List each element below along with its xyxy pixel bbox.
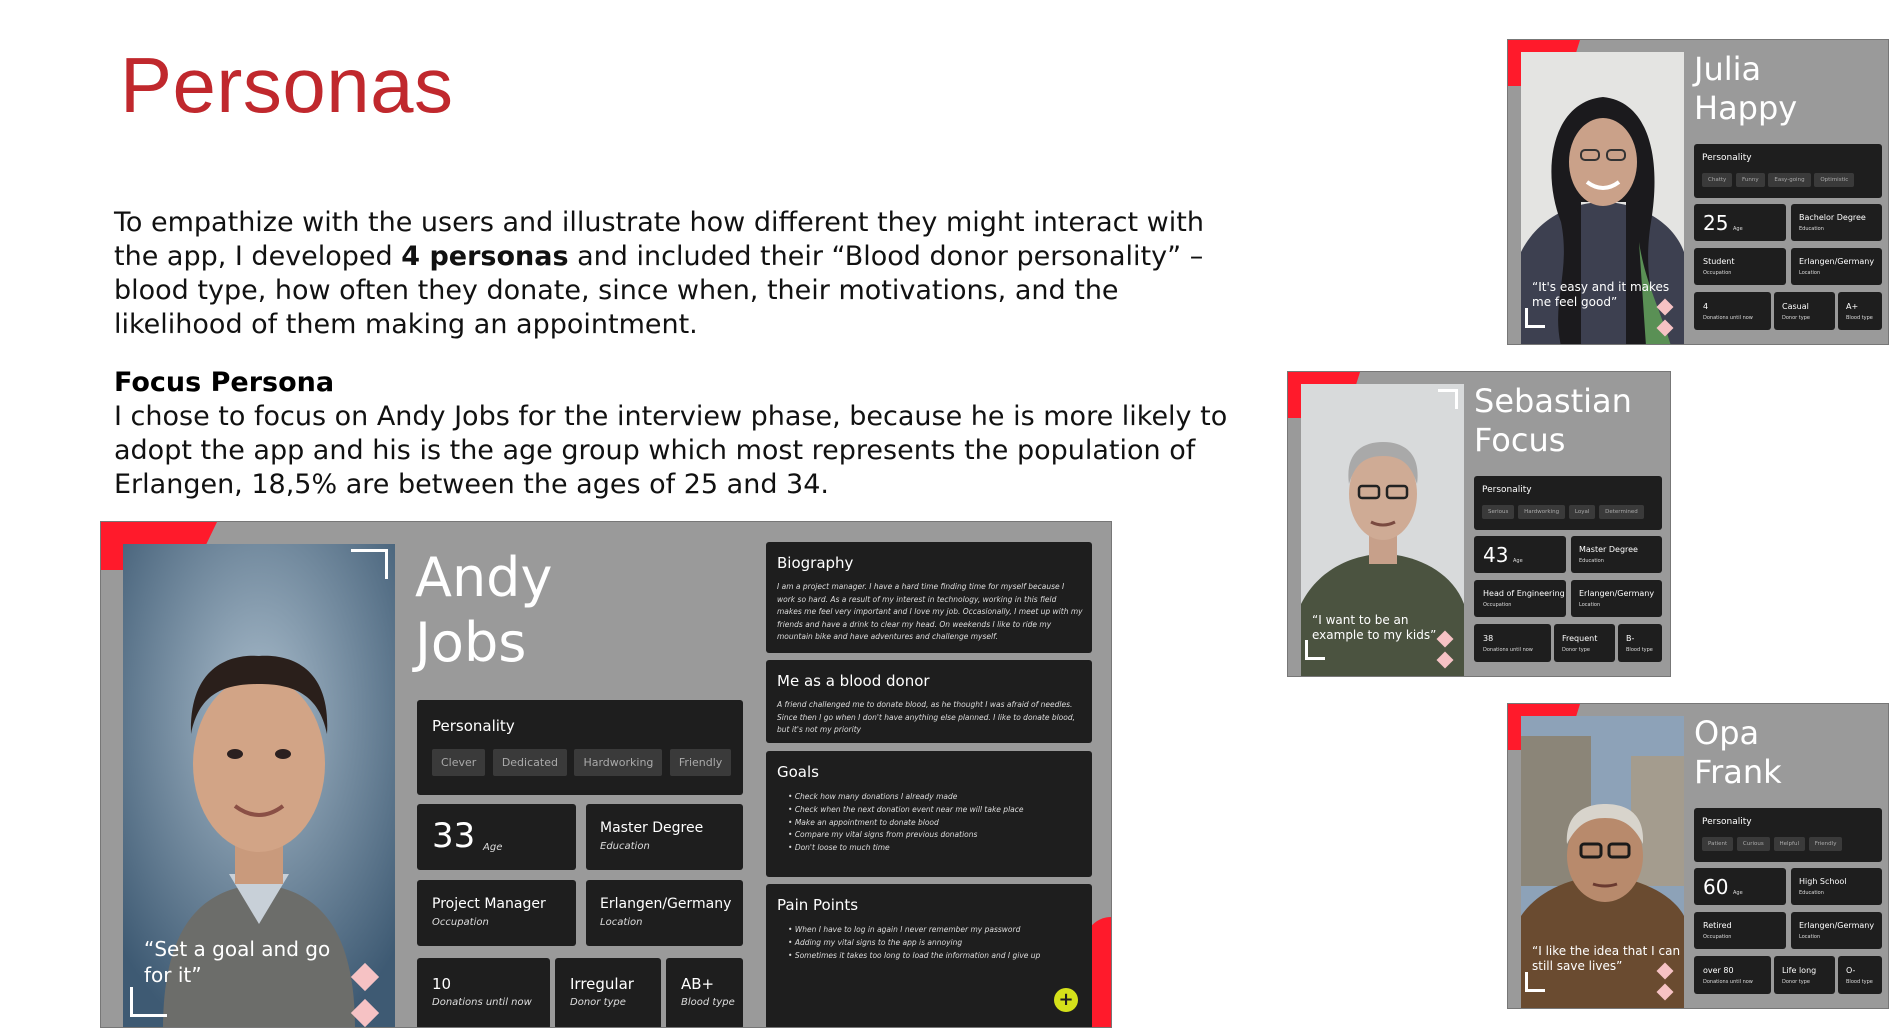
donations-label: Donations until now <box>432 997 532 1008</box>
age-box <box>1694 204 1786 241</box>
age-box <box>417 804 576 870</box>
occupation-value: Retired <box>1703 921 1732 930</box>
goal-item: • Don't loose to much time <box>788 842 1024 855</box>
age-value: 33 <box>432 816 476 856</box>
location-value: Erlangen/Germany <box>1579 589 1655 598</box>
persona-last-name: Frank <box>1694 753 1782 791</box>
donor-type-value: Frequent <box>1562 634 1598 643</box>
occupation-label: Occupation <box>432 917 489 928</box>
pain-point-item: • Sometimes it takes too long to load the information and I give up <box>788 950 1040 963</box>
donor-type-label: Donor type <box>1562 647 1590 653</box>
persona-quote: “Set a goal and go for it” <box>144 937 331 987</box>
trait-tag: Friendly <box>1809 837 1843 851</box>
persona-last-name: Focus <box>1474 421 1566 459</box>
donations-label: Donations until now <box>1703 315 1753 321</box>
blood-type-value: AB+ <box>681 975 715 993</box>
blood-donor-box <box>766 660 1092 743</box>
personality-label: Personality <box>1702 817 1752 827</box>
education-box <box>1791 204 1882 241</box>
pain-point-item: • Adding my vital signs to the app is annoying <box>788 937 1040 950</box>
intro-bold-count: 4 personas <box>401 241 569 272</box>
goals-title: Goals <box>777 763 819 781</box>
donor-type-value: Life long <box>1782 966 1817 975</box>
age-label: Age <box>1513 558 1523 564</box>
location-box <box>1791 912 1882 949</box>
goal-item: • Check when the next donation event near me will take place <box>788 804 1024 817</box>
occupation-box <box>1694 248 1786 285</box>
trait-tag: Funny <box>1736 173 1765 187</box>
persona-quote: “I like the idea that I can still save lives” <box>1532 944 1681 973</box>
trait-tag: Serious <box>1482 505 1514 519</box>
pain-point-item: • When I have to log in again I never remember my password <box>788 924 1040 937</box>
blood-type-box <box>1618 624 1662 662</box>
intro-text-end: and included their “Blood donor personality” – blood type, how often they donate, since when, their motivations, and the likelihood of them making an appointment. <box>114 241 1204 340</box>
frame-corner-bottom-left <box>130 987 167 1017</box>
persona-first-name: Julia <box>1694 50 1762 88</box>
frame-corner-top-right <box>351 549 388 579</box>
trait-tag: Optimistic <box>1814 173 1854 187</box>
age-label: Age <box>483 842 503 853</box>
location-box <box>586 880 743 946</box>
donor-type-label: Donor type <box>1782 979 1810 985</box>
personality-box <box>1694 808 1882 862</box>
education-box <box>1571 536 1662 573</box>
blood-type-label: Blood type <box>1846 979 1873 985</box>
donor-type-box <box>555 958 661 1028</box>
pain-points-title: Pain Points <box>777 896 859 914</box>
donations-value: 4 <box>1703 302 1709 311</box>
occupation-box <box>1474 580 1566 617</box>
age-box <box>1474 536 1566 573</box>
trait-list <box>1482 505 1644 519</box>
donations-label: Donations until now <box>1703 979 1753 985</box>
donor-type-box <box>1554 624 1615 662</box>
personality-box <box>1694 144 1882 198</box>
location-box <box>1791 248 1882 285</box>
education-value: High School <box>1799 877 1847 886</box>
trait-list <box>1702 837 1842 851</box>
trait-tag: Chatty <box>1702 173 1732 187</box>
frame-corner-top-right <box>1438 389 1458 409</box>
blood-type-box <box>666 958 743 1028</box>
frame-corner-bottom-left <box>1525 972 1545 992</box>
age-value: 60 <box>1703 875 1729 899</box>
personality-label: Personality <box>1702 153 1752 163</box>
donations-label: Donations until now <box>1483 647 1533 653</box>
trait-list <box>432 749 731 776</box>
location-value: Erlangen/Germany <box>1799 257 1875 266</box>
goals-box <box>766 751 1092 877</box>
occupation-label: Occupation <box>1483 602 1512 608</box>
focus-heading: Focus Persona <box>114 367 335 398</box>
education-label: Education <box>1799 226 1824 232</box>
location-box <box>1571 580 1662 617</box>
blood-type-label: Blood type <box>1626 647 1653 653</box>
persona-last-name: Happy <box>1694 89 1798 127</box>
donor-type-label: Donor type <box>570 997 626 1008</box>
occupation-box <box>417 880 576 946</box>
trait-tag: Dedicated <box>493 749 567 776</box>
donations-value: over 80 <box>1703 966 1734 975</box>
intro-text-start: To empathize with the users and illustrate how different they might interact with the app, I developed <box>114 207 1204 272</box>
donations-box <box>1694 956 1771 994</box>
location-label: Location <box>600 917 643 928</box>
trait-tag: Hardworking <box>574 749 662 776</box>
donor-type-box <box>1774 292 1835 330</box>
blood-donor-title: Me as a blood donor <box>777 672 930 690</box>
goal-item: • Check how many donations I already made <box>788 791 1024 804</box>
education-box <box>1791 868 1882 905</box>
donations-box <box>1694 292 1771 330</box>
trait-tag: Easy-going <box>1768 173 1810 187</box>
education-value: Bachelor Degree <box>1799 213 1866 222</box>
persona-first-name: Andy <box>415 546 553 609</box>
occupation-value: Project Manager <box>432 896 546 912</box>
trait-list <box>1702 173 1854 187</box>
occupation-label: Occupation <box>1703 270 1732 276</box>
pain-points-list <box>788 924 1040 962</box>
blood-type-box <box>1838 956 1882 994</box>
education-label: Education <box>600 841 650 852</box>
persona-card-sebastian <box>1287 371 1671 677</box>
personality-box <box>1474 476 1662 530</box>
education-label: Education <box>1579 558 1604 564</box>
trait-tag: Determined <box>1599 505 1644 519</box>
frame-corner-bottom-left <box>1525 308 1545 328</box>
education-label: Education <box>1799 890 1824 896</box>
pain-points-box <box>766 884 1092 1028</box>
frame-corner-bottom-left <box>1305 640 1325 660</box>
intro-paragraph <box>114 206 1254 342</box>
donations-value: 38 <box>1483 634 1494 643</box>
focus-text: I chose to focus on Andy Jobs for the interview phase, because he is more likely to adopt the app and his is the age group which most represents the population of Erlangen, 18,5% are between the ages of 25 and 34. <box>114 401 1228 500</box>
occupation-label: Occupation <box>1703 934 1732 940</box>
donor-type-box <box>1774 956 1835 994</box>
education-value: Master Degree <box>600 820 704 836</box>
location-value: Erlangen/Germany <box>1799 921 1875 930</box>
blood-type-label: Blood type <box>1846 315 1873 321</box>
trait-tag: Curious <box>1737 837 1770 851</box>
trait-tag: Patient <box>1702 837 1733 851</box>
persona-card-julia <box>1507 39 1889 345</box>
education-value: Master Degree <box>1579 545 1638 554</box>
age-label: Age <box>1733 890 1743 896</box>
age-label: Age <box>1733 226 1743 232</box>
location-label: Location <box>1579 602 1601 608</box>
trait-tag: Clever <box>432 749 485 776</box>
age-value: 25 <box>1703 211 1729 235</box>
blood-type-value: A+ <box>1846 302 1859 311</box>
personality-label: Personality <box>1482 485 1532 495</box>
biography-box <box>766 542 1092 653</box>
occupation-value: Head of Engineering <box>1483 589 1565 598</box>
donations-box <box>1474 624 1551 662</box>
donations-value: 10 <box>432 975 452 993</box>
donor-type-label: Donor type <box>1782 315 1810 321</box>
persona-card-frank <box>1507 703 1889 1009</box>
add-button[interactable]: + <box>1054 988 1078 1012</box>
persona-quote: “I want to be an example to my kids” <box>1312 613 1437 642</box>
blood-type-value: O- <box>1846 966 1856 975</box>
age-box <box>1694 868 1786 905</box>
trait-tag: Helpful <box>1774 837 1806 851</box>
personality-box <box>417 700 743 795</box>
blood-type-value: B- <box>1626 634 1635 643</box>
persona-quote: “It's easy and it makes me feel good” <box>1532 280 1670 309</box>
blood-donor-text: A friend challenged me to donate blood, as he thought I was afraid of needles. Since then I go when I don't have anything else planned. I like to donate blood, but it's not my priority <box>777 700 1075 734</box>
persona-first-name: Opa <box>1694 714 1760 752</box>
persona-last-name: Jobs <box>415 611 527 674</box>
blood-type-box <box>1838 292 1882 330</box>
donations-box <box>417 958 550 1028</box>
goal-item: • Compare my vital signs from previous donations <box>788 829 1024 842</box>
donor-type-value: Casual <box>1782 302 1809 311</box>
persona-first-name: Sebastian <box>1474 382 1632 420</box>
page-title: Personas <box>120 41 454 129</box>
occupation-box <box>1694 912 1786 949</box>
goal-item: • Make an appointment to donate blood <box>788 817 1024 830</box>
location-value: Erlangen/Germany <box>600 896 732 912</box>
location-label: Location <box>1799 934 1821 940</box>
location-label: Location <box>1799 270 1821 276</box>
blood-type-label: Blood type <box>681 997 735 1008</box>
education-box <box>586 804 743 870</box>
goals-list <box>788 791 1024 855</box>
donor-type-value: Irregular <box>570 975 634 993</box>
trait-tag: Loyal <box>1569 505 1596 519</box>
personality-label: Personality <box>432 717 515 735</box>
occupation-value: Student <box>1703 257 1735 266</box>
biography-text: I am a project manager. I have a hard time finding time for myself because I work so hard. As a result of my interest in technology, working in this field makes me feel very important and I love my job. Occasionally, I meet up with my friends and have a drink to clear my head. On weekends I like to ride my mountain bike and have adventures and challenge myself. <box>777 582 1083 641</box>
trait-tag: Friendly <box>670 749 731 776</box>
biography-title: Biography <box>777 554 854 572</box>
trait-tag: Hardworking <box>1518 505 1565 519</box>
persona-card-andy <box>100 521 1112 1028</box>
age-value: 43 <box>1483 543 1509 567</box>
